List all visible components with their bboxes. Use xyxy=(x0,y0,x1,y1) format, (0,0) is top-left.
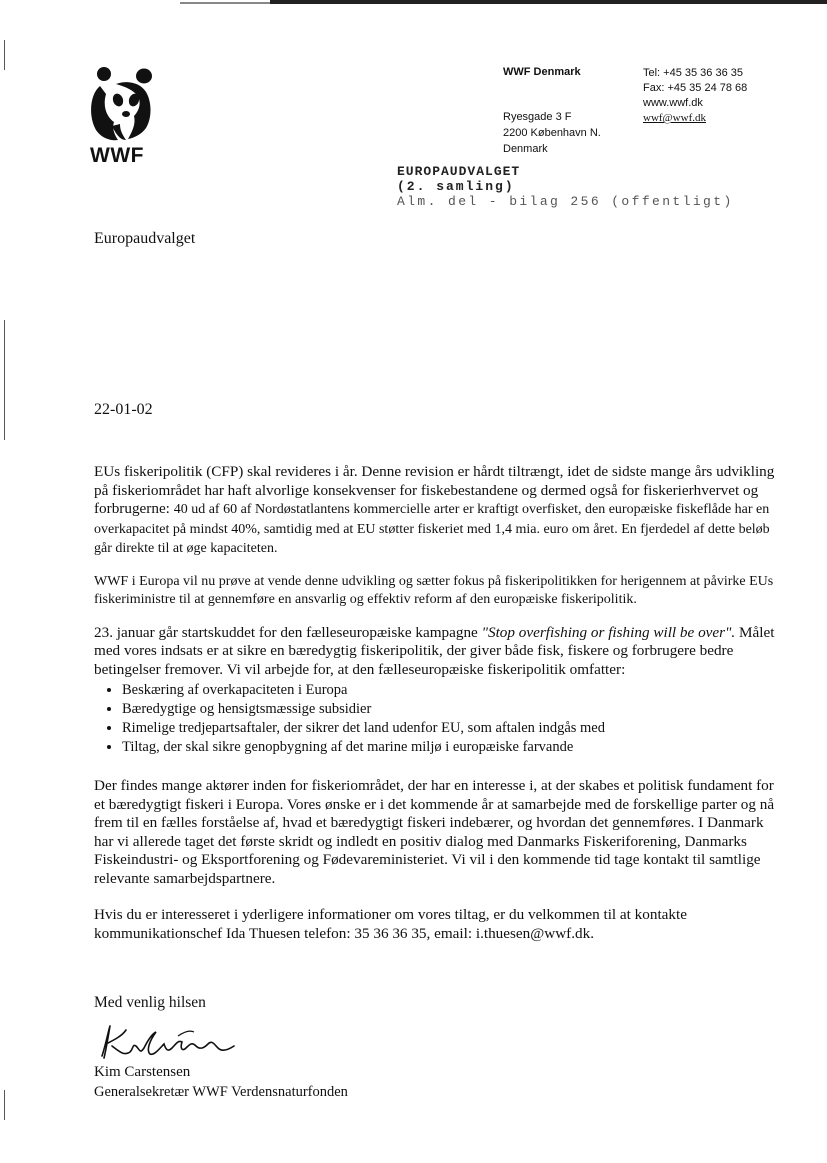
margin-mark xyxy=(4,1090,5,1120)
list-item: • Tiltag, der skal sikre genopbygning af det marine miljø i europæiske farvande xyxy=(122,738,784,757)
signer-block xyxy=(94,1062,348,1102)
address-line: 2200 København N. xyxy=(503,127,601,139)
scan-edge-mark xyxy=(180,2,270,4)
margin-mark xyxy=(4,40,5,70)
bullet-list xyxy=(94,681,784,757)
paragraph xyxy=(94,463,784,559)
paragraph: Hvis du er interesseret i yderligere informationer om vores tiltag, er du velkommen til at kontakte kommunikationschef Ida Thuesen telefon: 35 36 36 35, email: i.thuesen@wwf.dk. xyxy=(94,906,687,942)
org-address xyxy=(503,109,601,157)
panda-icon xyxy=(86,64,160,142)
signer-title: Generalsekretær WWF Verdensnaturfonden xyxy=(94,1084,348,1100)
contact-email[interactable]: wwf@wwf.dk xyxy=(643,112,706,124)
paragraph xyxy=(94,624,784,680)
signer-name: Kim Carstensen xyxy=(94,1064,191,1080)
list-item: • Beskæring af overkapaciteten i Europa xyxy=(122,681,784,700)
campaign-name: "Stop overfishing or fishing will be over". xyxy=(481,623,736,641)
stamp-line: (2. samling) xyxy=(397,179,515,194)
paragraph: Der findes mange aktører inden for fiskeriområdet, der har en interesse i, at der skabes et politisk fundament for et bæredygtigt fiskeri i Europa. Vores ønske er i det kommende år at samarbejde med de forskellige parter og nå frem til en fælles forståelse af, hvad et bæredygtigt fiskeri indebærer, og hvordan det gennemføres. I Danmark har vi allerede taget det første skridt og indledt en positiv dialog med Danmarks Fiskeriforening, Danmarks Fiskeindustri- og Eksportforening og Fødevareministeriet. Vi vil i den kommende tid tage kontakt til samtlige relevante samarbejdspartnere. xyxy=(94,777,775,887)
letter-body xyxy=(94,463,784,957)
margin-mark xyxy=(4,320,5,440)
address-line: Ryesgade 3 F xyxy=(503,111,572,123)
address-line: Denmark xyxy=(503,143,548,155)
contact-tel: Tel: +45 35 36 36 35 xyxy=(643,67,743,79)
paragraph-text: 23. januar går startskuddet for den fælleseuropæiske kampagne xyxy=(94,623,482,641)
org-name: WWF Denmark xyxy=(503,66,581,78)
letter-date: 22-01-02 xyxy=(94,401,153,418)
list-item: • Bæredygtige og hensigtsmæssige subsidier xyxy=(122,700,784,719)
wwf-logo-text: WWF xyxy=(90,144,144,167)
paragraph: WWF i Europa vil nu prøve at vende denne udvikling og sætter fokus på fiskeripolitikken for herigennem at påvirke EUs fiskeriministre til at gennemføre en ansvarlig og effektiv reform af den europæiske fiskeripolitik. xyxy=(94,573,774,607)
contact-fax: Fax: +45 35 24 78 68 xyxy=(643,82,748,94)
list-item: • Rimelige tredjepartsaftaler, der sikrer det land udenfor EU, som aftalen indgås med xyxy=(122,719,784,738)
org-contact xyxy=(643,66,747,126)
registration-stamp xyxy=(397,164,734,209)
closing-greeting: Med venlig hilsen xyxy=(94,994,206,1011)
stamp-line: Alm. del - bilag 256 (offentligt) xyxy=(397,194,734,209)
stamp-line: EUROPAUDVALGET xyxy=(397,164,521,179)
recipient: Europaudvalget xyxy=(94,230,196,247)
paragraph-text: Målet med vores indsats er at sikre en bæredygtig fiskeripolitik, der giver både fisk, fiskere og forbrugere bedre betingelser fremover. Vi vil arbejde for, at den fælleseuropæiske fiskeripolitik omfatter: xyxy=(94,623,775,678)
paragraph-text: 40 ud af 60 af Nordøstatlantens kommercielle arter er kraftigt overfisket, den europæiske fiskeflåde har en overkapacitet på mindst 40%, samtidig med at EU støtter fiskeriet med 1,4 mia. euro om året. En fjerdedel af dette beløb går direkte til at øge kapaciteten. xyxy=(94,502,770,556)
wwf-logo xyxy=(86,64,164,168)
contact-web[interactable]: www.wwf.dk xyxy=(643,97,703,109)
scan-edge-line xyxy=(270,0,827,4)
paragraph-text: EUs fiskeripolitik (CFP) skal revideres i år. Denne revision er hårdt tiltrængt, idet de sidste mange års udvikling på fiskeriområdet har haft alvorlige konsekvenser for fiskebestandene og dermed også for fiskerierhvervet og forbrugerne: xyxy=(94,463,775,517)
